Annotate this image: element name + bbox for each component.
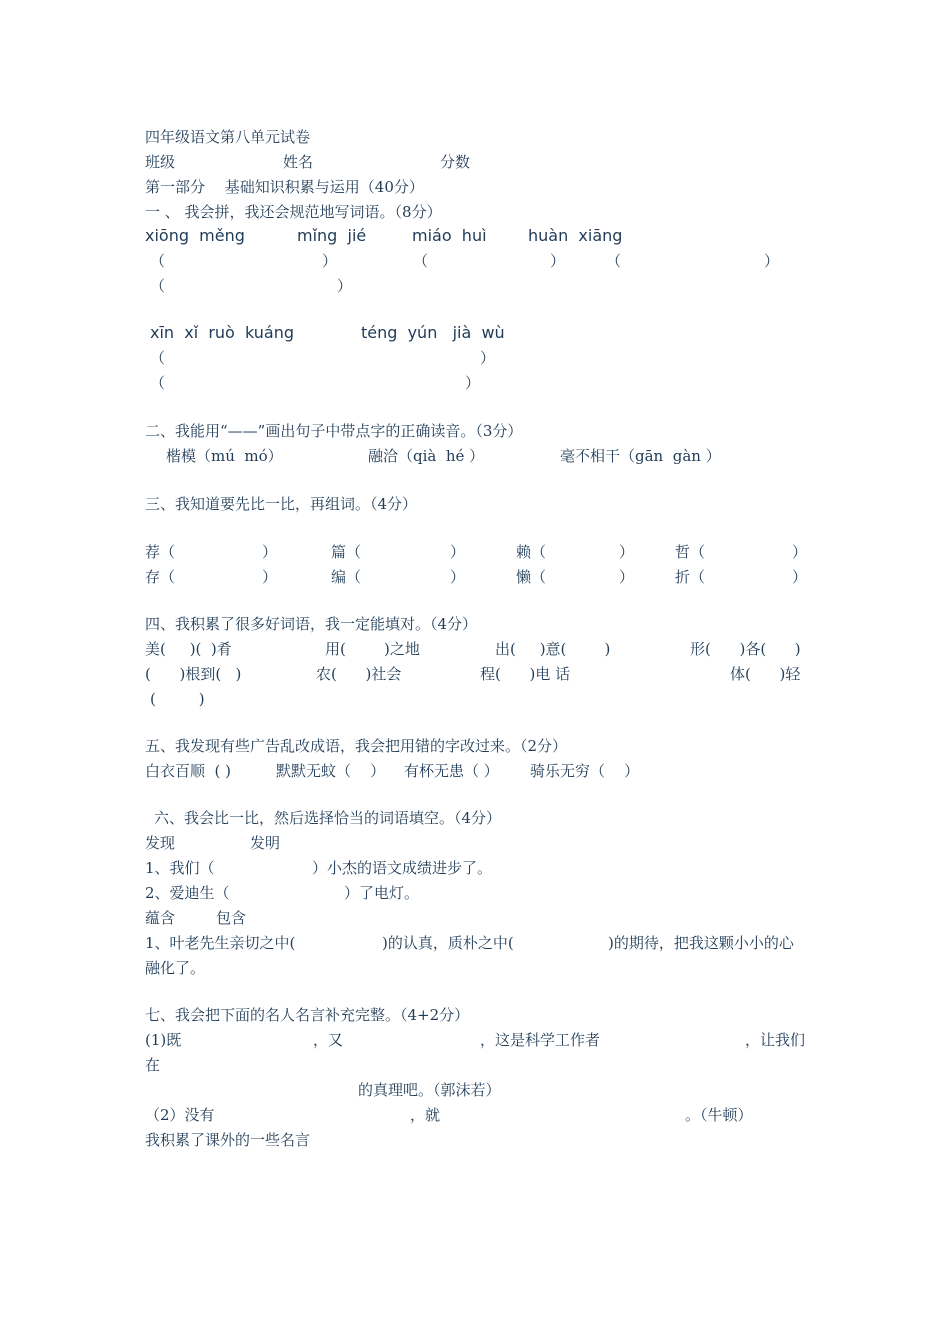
page-title: 四年级语文第八单元试卷 <box>145 128 311 146</box>
paren-close: ） <box>619 543 635 561</box>
q6-sentence-start: 2、爱迪生（ <box>145 884 230 902</box>
q7-fragment: (1)既 <box>145 1031 182 1049</box>
q4-item: 美( )( )肴 <box>145 640 232 658</box>
q6-sentence-cont: 融化了。 <box>145 959 206 977</box>
q4-item: 程( )电 话 <box>480 665 571 683</box>
part1-heading: 第一部分 基础知识积累与运用（40分） <box>145 178 424 196</box>
q5-item: 默默无蚊（ ） <box>276 762 386 780</box>
q5-item: 骑乐无穷（ ） <box>530 762 640 780</box>
q2-item-haobuxianggan: 毫不相干（gān gàn ） <box>560 447 721 465</box>
paren-close: ） <box>792 568 808 586</box>
answer-paren-open: （ <box>150 349 166 367</box>
answer-paren-close: ） <box>764 252 780 270</box>
q5-item: 白衣百顺 ( ) <box>145 762 232 780</box>
q2-item-kaimo: 楷模（mú mó） <box>166 447 283 465</box>
q6-word: 包含 <box>216 909 247 927</box>
q7-fragment: （2）没有 <box>145 1106 215 1124</box>
answer-paren-open: （ <box>150 277 166 295</box>
q3-item-zhe: 哲（ <box>675 543 706 561</box>
q4-item: 出( )意( ) <box>495 640 611 658</box>
answer-paren-close: ） <box>480 349 496 367</box>
q6-word: 发现 <box>145 834 176 852</box>
answer-paren-close: ） <box>322 252 338 270</box>
name-label: 姓名 <box>283 153 314 171</box>
q5-item: 有杯无患（ ） <box>404 762 499 780</box>
q6-sentence-part: 1、叶老先生亲切之中( <box>145 934 296 952</box>
q3-heading: 三、我知道要先比一比，再组词。（4分） <box>145 495 418 513</box>
paren-close: ） <box>619 568 635 586</box>
q6-sentence-start: 1、我们（ <box>145 859 215 877</box>
pinyin-xinxiruokuang: xīn xǐ ruò kuáng <box>150 323 295 342</box>
q3-item-lan: 懒（ <box>516 568 547 586</box>
q4-heading: 四、我积累了很多好词语，我一定能填对。（4分） <box>145 615 478 633</box>
q7-fragment: ，这是科学工作者 <box>480 1031 601 1049</box>
q7-fragment: 的真理吧。（郭沫若） <box>358 1081 501 1099</box>
q6-sentence-end: ）小杰的语文成绩进步了。 <box>312 859 493 877</box>
q6-word: 蕴含 <box>145 909 176 927</box>
q6-sentence-part: )的认真，质朴之中( <box>382 934 514 952</box>
q7-fragment: ，让我们 <box>745 1031 806 1049</box>
q4-item: 体( )轻 <box>730 665 801 683</box>
q6-sentence-end: ）了电灯。 <box>344 884 420 902</box>
paren-close: ） <box>262 543 278 561</box>
q4-item: ( )根到( ) <box>145 665 242 683</box>
pinyin-miaohui: miáo huì <box>412 226 487 245</box>
q3-item-zhe2: 折（ <box>675 568 706 586</box>
pinyin-huanxiang: huàn xiāng <box>528 226 623 245</box>
class-label: 班级 <box>145 153 176 171</box>
paren-close: ） <box>450 543 466 561</box>
q5-heading: 五、我发现有些广告乱改成语，我会把用错的字改过来。（2分） <box>145 737 568 755</box>
answer-paren-open: （ <box>150 374 166 392</box>
q4-item: 用( )之地 <box>325 640 420 658</box>
answer-paren-close: ） <box>465 374 481 392</box>
q7-fragment: ，又 <box>313 1031 344 1049</box>
q1-heading: 一 、 我会拼，我还会规范地写词语。（8分） <box>145 203 442 221</box>
q3-item-bian: 编（ <box>331 568 362 586</box>
q6-heading: 六、我会比一比，然后选择恰当的词语填空。（4分） <box>154 809 502 827</box>
q6-sentence-part: )的期待，把我这颗小小的心 <box>608 934 794 952</box>
answer-paren-open: （ <box>413 252 429 270</box>
q6-word: 发明 <box>250 834 281 852</box>
paren-close: ） <box>450 568 466 586</box>
q7-heading: 七、我会把下面的名人名言补充完整。（4+2分） <box>145 1006 470 1024</box>
q7-extra: 我积累了课外的一些名言 <box>145 1131 311 1149</box>
answer-paren-open: （ <box>606 252 622 270</box>
q4-item: ( ) <box>150 690 205 708</box>
q4-item: 形( )各( ) <box>690 640 801 658</box>
q2-item-rongqia: 融洽（qià hé ） <box>368 447 485 465</box>
q7-fragment: 在 <box>145 1056 161 1074</box>
answer-paren-close: ） <box>337 277 353 295</box>
score-label: 分数 <box>440 153 471 171</box>
q3-item-lai: 赖（ <box>516 543 547 561</box>
q7-fragment: ，就 <box>410 1106 441 1124</box>
q4-item: 农( )社会 <box>316 665 402 683</box>
q3-item-pian: 篇（ <box>331 543 362 561</box>
q3-item-cun: 存（ <box>145 568 176 586</box>
pinyin-mingjie: mǐng jié <box>297 226 367 245</box>
q7-fragment: 。（牛顿） <box>685 1106 753 1124</box>
q2-heading: 二、我能用“——”画出句子中带点字的正确读音。（3分） <box>145 422 523 440</box>
answer-paren-close: ） <box>550 252 566 270</box>
paren-close: ） <box>262 568 278 586</box>
paren-close: ） <box>792 543 808 561</box>
pinyin-tengyunjiawu: téng yún jià wù <box>361 323 505 342</box>
pinyin-xiongmeng: xiōng měng <box>145 226 245 245</box>
answer-paren-open: （ <box>150 252 166 270</box>
q3-item-jian: 荐（ <box>145 543 176 561</box>
